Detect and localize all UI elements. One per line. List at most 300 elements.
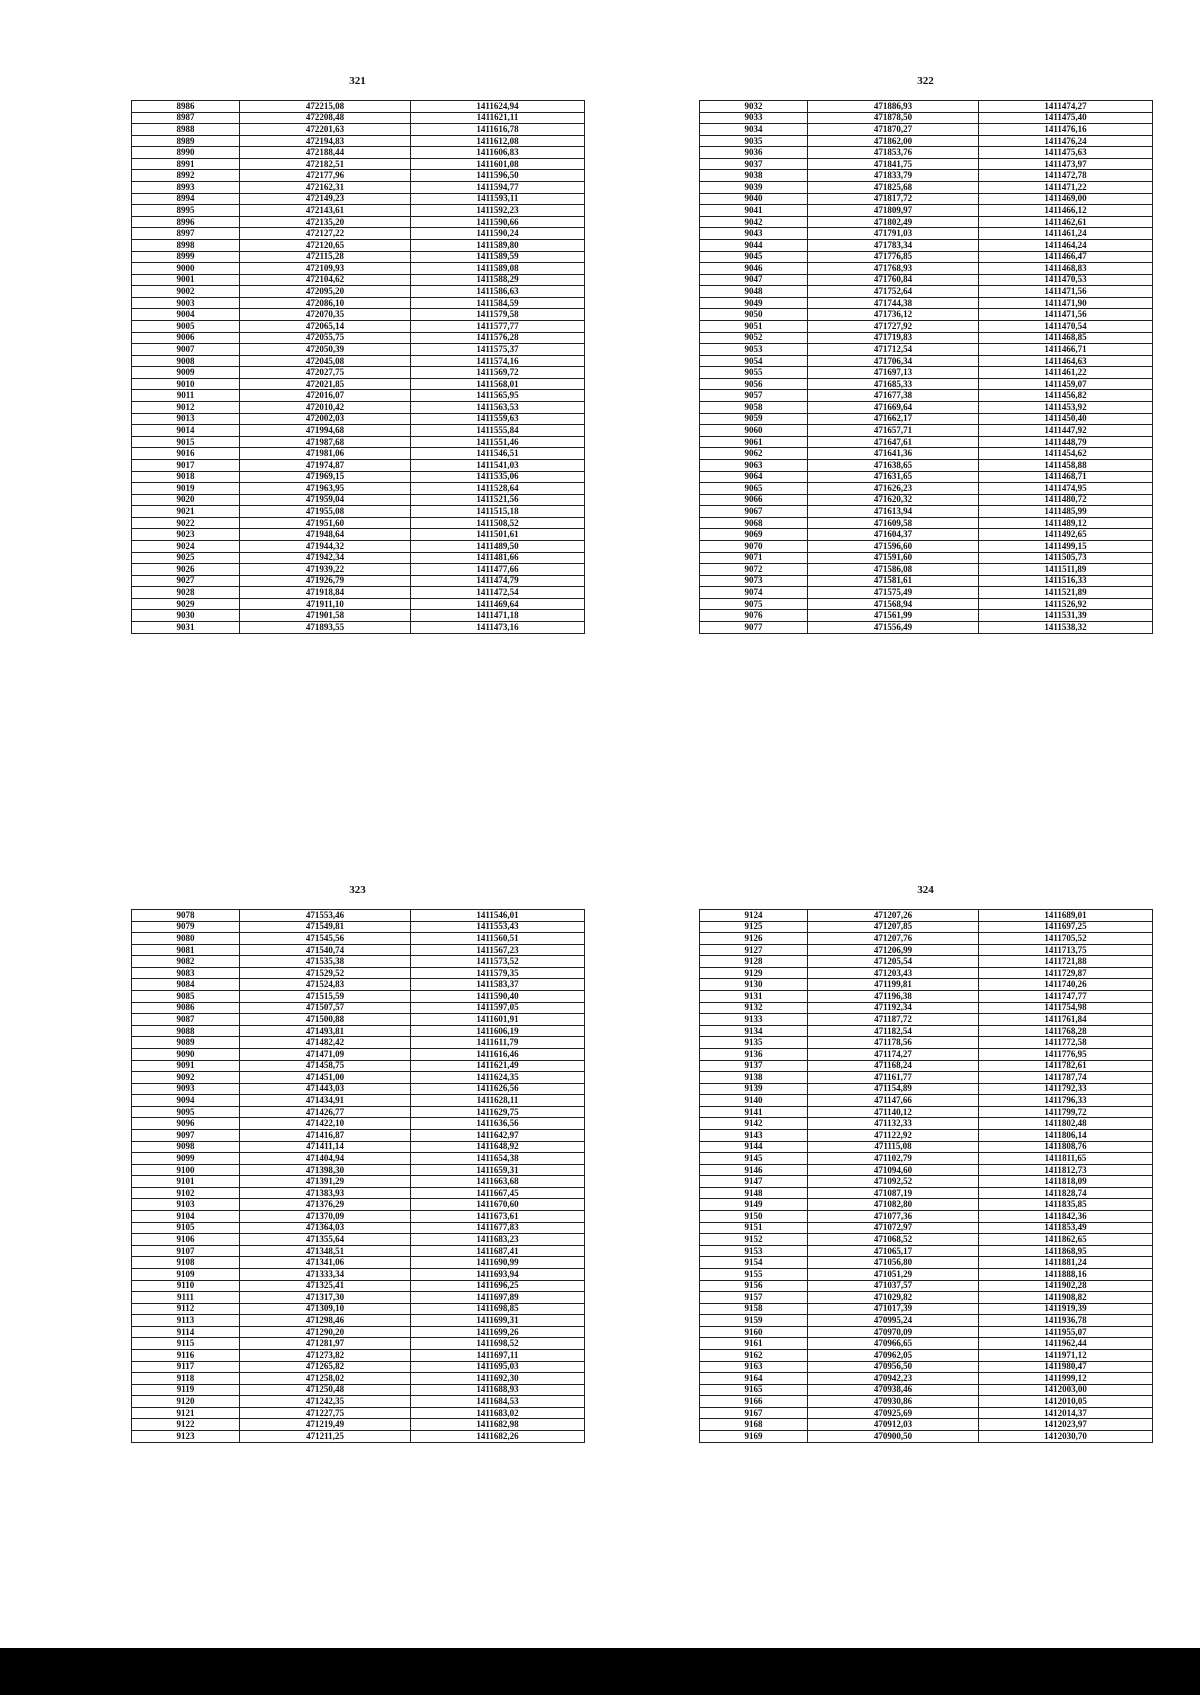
y-coordinate: 1411553,43 (411, 921, 585, 933)
x-coordinate: 471206,99 (808, 944, 979, 956)
point-number: 9164 (700, 1373, 808, 1385)
point-number: 9160 (700, 1326, 808, 1338)
point-number: 9142 (700, 1118, 808, 1130)
point-number: 9008 (132, 355, 240, 367)
x-coordinate: 471398,30 (240, 1164, 411, 1176)
point-number: 9159 (700, 1315, 808, 1327)
x-coordinate: 471783,34 (808, 239, 979, 251)
point-number: 9140 (700, 1095, 808, 1107)
y-coordinate: 1411476,16 (979, 124, 1153, 136)
table-row (132, 332, 585, 344)
x-coordinate: 471290,20 (240, 1326, 411, 1338)
point-number: 9111 (132, 1292, 240, 1304)
point-number: 9066 (700, 494, 808, 506)
y-coordinate: 1411835,85 (979, 1199, 1153, 1211)
y-coordinate: 1411464,24 (979, 239, 1153, 251)
x-coordinate: 471072,97 (808, 1222, 979, 1234)
table-row (700, 529, 1153, 541)
table-row (700, 483, 1153, 495)
y-coordinate: 1411768,28 (979, 1025, 1153, 1037)
y-coordinate: 1411453,92 (979, 402, 1153, 414)
x-coordinate: 471918,84 (240, 587, 411, 599)
y-coordinate: 1411511,89 (979, 564, 1153, 576)
table-row (700, 1326, 1153, 1338)
table-row (700, 587, 1153, 599)
point-number: 9058 (700, 402, 808, 414)
x-coordinate: 471878,50 (808, 112, 979, 124)
x-coordinate: 471082,80 (808, 1199, 979, 1211)
table-row (132, 552, 585, 564)
y-coordinate: 1412003,00 (979, 1384, 1153, 1396)
y-coordinate: 1411560,51 (411, 933, 585, 945)
y-coordinate: 1411583,37 (411, 979, 585, 991)
y-coordinate: 1411462,61 (979, 216, 1153, 228)
table-row (700, 320, 1153, 332)
y-coordinate: 1411621,11 (411, 112, 585, 124)
table-row (700, 1407, 1153, 1419)
y-coordinate: 1411473,97 (979, 158, 1153, 170)
point-number: 9001 (132, 274, 240, 286)
table-row (700, 1118, 1153, 1130)
point-number: 9127 (700, 944, 808, 956)
table-row (700, 598, 1153, 610)
x-coordinate: 471087,19 (808, 1187, 979, 1199)
y-coordinate: 1411461,24 (979, 228, 1153, 240)
x-coordinate: 471325,41 (240, 1280, 411, 1292)
x-coordinate: 471802,49 (808, 216, 979, 228)
y-coordinate: 1411597,05 (411, 1002, 585, 1014)
table-row (132, 286, 585, 298)
table-row (700, 135, 1153, 147)
y-coordinate: 1411692,30 (411, 1373, 585, 1385)
y-coordinate: 1411688,93 (411, 1384, 585, 1396)
y-coordinate: 1411667,45 (411, 1187, 585, 1199)
y-coordinate: 1411888,16 (979, 1268, 1153, 1280)
x-coordinate: 471641,36 (808, 448, 979, 460)
table-row (132, 933, 585, 945)
y-coordinate: 1411579,58 (411, 309, 585, 321)
table-row (132, 124, 585, 136)
x-coordinate: 471140,12 (808, 1106, 979, 1118)
y-coordinate: 1411531,39 (979, 610, 1153, 622)
table-row (132, 910, 585, 922)
table-row (132, 1014, 585, 1026)
table-row (132, 135, 585, 147)
y-coordinate: 1411458,88 (979, 459, 1153, 471)
x-coordinate: 471068,52 (808, 1234, 979, 1246)
y-coordinate: 1411842,36 (979, 1211, 1153, 1223)
table-row (700, 1292, 1153, 1304)
y-coordinate: 1411881,24 (979, 1257, 1153, 1269)
x-coordinate: 471994,68 (240, 425, 411, 437)
x-coordinate: 471809,97 (808, 205, 979, 217)
point-number: 9041 (700, 205, 808, 217)
point-number: 9083 (132, 967, 240, 979)
table-row (132, 564, 585, 576)
point-number: 9038 (700, 170, 808, 182)
y-coordinate: 1411516,33 (979, 575, 1153, 587)
y-coordinate: 1411472,54 (411, 587, 585, 599)
point-number: 9161 (700, 1338, 808, 1350)
table-row (700, 182, 1153, 194)
y-coordinate: 1411624,94 (411, 101, 585, 113)
point-number: 9003 (132, 297, 240, 309)
table-row (132, 1292, 585, 1304)
point-number: 9158 (700, 1303, 808, 1315)
point-number: 9047 (700, 274, 808, 286)
y-coordinate: 1411616,46 (411, 1048, 585, 1060)
y-coordinate: 1411471,90 (979, 297, 1153, 309)
y-coordinate: 1411802,48 (979, 1118, 1153, 1130)
table-row (700, 1268, 1153, 1280)
x-coordinate: 472127,22 (240, 228, 411, 240)
point-number: 9002 (132, 286, 240, 298)
table-row (132, 228, 585, 240)
y-coordinate: 1411471,22 (979, 182, 1153, 194)
x-coordinate: 472065,14 (240, 320, 411, 332)
y-coordinate: 1411454,62 (979, 448, 1153, 460)
y-coordinate: 1411559,63 (411, 413, 585, 425)
point-number: 9122 (132, 1419, 240, 1431)
y-coordinate: 1411697,89 (411, 1292, 585, 1304)
x-coordinate: 470938,46 (808, 1384, 979, 1396)
point-number: 9069 (700, 529, 808, 541)
point-number: 9035 (700, 135, 808, 147)
x-coordinate: 470900,50 (808, 1431, 979, 1443)
table-row (132, 216, 585, 228)
y-coordinate: 1411593,11 (411, 193, 585, 205)
x-coordinate: 471391,29 (240, 1176, 411, 1188)
x-coordinate: 471265,82 (240, 1361, 411, 1373)
point-number: 9051 (700, 320, 808, 332)
x-coordinate: 472070,35 (240, 309, 411, 321)
y-coordinate: 1411695,03 (411, 1361, 585, 1373)
x-coordinate: 471553,46 (240, 910, 411, 922)
point-number: 9090 (132, 1048, 240, 1060)
y-coordinate: 1411592,23 (411, 205, 585, 217)
x-coordinate: 471776,85 (808, 251, 979, 263)
x-coordinate: 471029,82 (808, 1292, 979, 1304)
x-coordinate: 471662,17 (808, 413, 979, 425)
point-number: 9141 (700, 1106, 808, 1118)
point-number: 9033 (700, 112, 808, 124)
point-number: 9085 (132, 991, 240, 1003)
point-number: 9139 (700, 1083, 808, 1095)
table-row (700, 1176, 1153, 1188)
x-coordinate: 471604,37 (808, 529, 979, 541)
x-coordinate: 471586,08 (808, 564, 979, 576)
y-coordinate: 1411471,18 (411, 610, 585, 622)
y-coordinate: 1411693,94 (411, 1268, 585, 1280)
point-number: 9098 (132, 1141, 240, 1153)
x-coordinate: 471853,76 (808, 147, 979, 159)
x-coordinate: 471370,09 (240, 1211, 411, 1223)
point-number: 9094 (132, 1095, 240, 1107)
y-coordinate: 1411474,95 (979, 483, 1153, 495)
table-row (700, 1199, 1153, 1211)
point-number: 9154 (700, 1257, 808, 1269)
y-coordinate: 1411729,87 (979, 967, 1153, 979)
point-number: 9010 (132, 378, 240, 390)
point-number: 8986 (132, 101, 240, 113)
y-coordinate: 1411526,92 (979, 598, 1153, 610)
point-number: 9130 (700, 979, 808, 991)
point-number: 9151 (700, 1222, 808, 1234)
x-coordinate: 471626,23 (808, 483, 979, 495)
table-row (700, 622, 1153, 634)
point-number: 9102 (132, 1187, 240, 1199)
y-coordinate: 1411796,33 (979, 1095, 1153, 1107)
x-coordinate: 472188,44 (240, 147, 411, 159)
x-coordinate: 471901,58 (240, 610, 411, 622)
y-coordinate: 1411642,97 (411, 1129, 585, 1141)
table-row (132, 1187, 585, 1199)
x-coordinate: 471515,59 (240, 991, 411, 1003)
x-coordinate: 471647,61 (808, 436, 979, 448)
point-number: 9117 (132, 1361, 240, 1373)
x-coordinate: 471205,54 (808, 956, 979, 968)
table-row (132, 483, 585, 495)
point-number: 9136 (700, 1048, 808, 1060)
point-number: 9036 (700, 147, 808, 159)
y-coordinate: 1411683,23 (411, 1234, 585, 1246)
table-row (700, 344, 1153, 356)
x-coordinate: 471250,48 (240, 1384, 411, 1396)
table-row (132, 1037, 585, 1049)
y-coordinate: 1411772,58 (979, 1037, 1153, 1049)
y-coordinate: 1411687,41 (411, 1245, 585, 1257)
table-row (132, 1303, 585, 1315)
y-coordinate: 1411546,51 (411, 448, 585, 460)
x-coordinate: 471037,57 (808, 1280, 979, 1292)
table-row (132, 297, 585, 309)
y-coordinate: 1411481,66 (411, 552, 585, 564)
y-coordinate: 1411696,25 (411, 1280, 585, 1292)
x-coordinate: 472002,03 (240, 413, 411, 425)
y-coordinate: 1411654,38 (411, 1153, 585, 1165)
table-row (132, 320, 585, 332)
point-number: 9075 (700, 598, 808, 610)
y-coordinate: 1411754,98 (979, 1002, 1153, 1014)
x-coordinate: 471207,26 (808, 910, 979, 922)
x-coordinate: 472086,10 (240, 297, 411, 309)
x-coordinate: 472115,28 (240, 251, 411, 263)
y-coordinate: 1411799,72 (979, 1106, 1153, 1118)
x-coordinate: 471458,75 (240, 1060, 411, 1072)
point-number: 9065 (700, 483, 808, 495)
point-number: 8991 (132, 158, 240, 170)
y-coordinate: 1411621,49 (411, 1060, 585, 1072)
point-number: 9014 (132, 425, 240, 437)
x-coordinate: 471556,49 (808, 622, 979, 634)
x-coordinate: 472050,39 (240, 344, 411, 356)
table-row (700, 170, 1153, 182)
table-row (132, 1176, 585, 1188)
table-row (700, 239, 1153, 251)
table-row (700, 1002, 1153, 1014)
table-row (132, 1199, 585, 1211)
point-number: 9011 (132, 390, 240, 402)
y-coordinate: 1411546,01 (411, 910, 585, 922)
page-number: 324 (917, 884, 934, 896)
table-row (700, 228, 1153, 240)
point-number: 9152 (700, 1234, 808, 1246)
table-row (700, 944, 1153, 956)
y-coordinate: 1411521,56 (411, 494, 585, 506)
x-coordinate: 471147,66 (808, 1095, 979, 1107)
point-number: 9061 (700, 436, 808, 448)
point-number: 9091 (132, 1060, 240, 1072)
x-coordinate: 471697,13 (808, 367, 979, 379)
table-row (132, 1268, 585, 1280)
table-row (132, 1048, 585, 1060)
x-coordinate: 471482,42 (240, 1037, 411, 1049)
table-row (700, 413, 1153, 425)
y-coordinate: 1412030,70 (979, 1431, 1153, 1443)
point-number: 9133 (700, 1014, 808, 1026)
table-row (132, 1361, 585, 1373)
x-coordinate: 471192,34 (808, 1002, 979, 1014)
table-row (132, 1025, 585, 1037)
x-coordinate: 470995,24 (808, 1315, 979, 1327)
x-coordinate: 471383,93 (240, 1187, 411, 1199)
point-number: 8990 (132, 147, 240, 159)
x-coordinate: 471174,27 (808, 1048, 979, 1060)
point-number: 9016 (132, 448, 240, 460)
point-number: 9017 (132, 459, 240, 471)
y-coordinate: 1411588,29 (411, 274, 585, 286)
point-number: 9037 (700, 158, 808, 170)
x-coordinate: 471077,36 (808, 1211, 979, 1223)
x-coordinate: 471613,94 (808, 506, 979, 518)
table-row (132, 459, 585, 471)
x-coordinate: 471211,25 (240, 1431, 411, 1443)
y-coordinate: 1411575,37 (411, 344, 585, 356)
y-coordinate: 1411590,40 (411, 991, 585, 1003)
table-row (700, 251, 1153, 263)
x-coordinate: 471540,74 (240, 944, 411, 956)
table-row (132, 1060, 585, 1072)
point-number: 9095 (132, 1106, 240, 1118)
y-coordinate: 1411474,79 (411, 575, 585, 587)
y-coordinate: 1411636,56 (411, 1118, 585, 1130)
table-row (132, 263, 585, 275)
y-coordinate: 1411551,46 (411, 436, 585, 448)
point-number: 9000 (132, 263, 240, 275)
x-coordinate: 472135,20 (240, 216, 411, 228)
y-coordinate: 1411936,78 (979, 1315, 1153, 1327)
table-row (700, 332, 1153, 344)
x-coordinate: 472143,61 (240, 205, 411, 217)
table-row (132, 1234, 585, 1246)
x-coordinate: 471182,54 (808, 1025, 979, 1037)
point-number: 9055 (700, 367, 808, 379)
table-row (132, 1384, 585, 1396)
y-coordinate: 1411475,63 (979, 147, 1153, 159)
point-number: 9104 (132, 1211, 240, 1223)
point-number: 9057 (700, 390, 808, 402)
x-coordinate: 471132,33 (808, 1118, 979, 1130)
point-number: 9167 (700, 1407, 808, 1419)
y-coordinate: 1411505,73 (979, 552, 1153, 564)
y-coordinate: 1411528,64 (411, 483, 585, 495)
x-coordinate: 471657,71 (808, 425, 979, 437)
x-coordinate: 471685,33 (808, 378, 979, 390)
table-row (132, 1419, 585, 1431)
point-number: 8997 (132, 228, 240, 240)
x-coordinate: 471411,14 (240, 1141, 411, 1153)
point-number: 9128 (700, 956, 808, 968)
y-coordinate: 1411648,92 (411, 1141, 585, 1153)
point-number: 9135 (700, 1037, 808, 1049)
table-row (700, 517, 1153, 529)
y-coordinate: 1411868,95 (979, 1245, 1153, 1257)
x-coordinate: 471102,79 (808, 1153, 979, 1165)
x-coordinate: 471596,60 (808, 540, 979, 552)
x-coordinate: 470942,23 (808, 1373, 979, 1385)
y-coordinate: 1411698,52 (411, 1338, 585, 1350)
point-number: 9101 (132, 1176, 240, 1188)
x-coordinate: 471969,15 (240, 471, 411, 483)
x-coordinate: 471736,12 (808, 309, 979, 321)
point-number: 9125 (700, 921, 808, 933)
x-coordinate: 471529,52 (240, 967, 411, 979)
y-coordinate: 1411787,74 (979, 1072, 1153, 1084)
coordinate-table (699, 909, 1153, 1443)
y-coordinate: 1411586,63 (411, 286, 585, 298)
y-coordinate: 1411472,78 (979, 170, 1153, 182)
x-coordinate: 471416,87 (240, 1129, 411, 1141)
point-number: 9153 (700, 1245, 808, 1257)
table-row (700, 390, 1153, 402)
point-number: 9108 (132, 1257, 240, 1269)
x-coordinate: 472027,75 (240, 367, 411, 379)
y-coordinate: 1411535,06 (411, 471, 585, 483)
x-coordinate: 471727,92 (808, 320, 979, 332)
table-row (132, 1118, 585, 1130)
y-coordinate: 1411459,07 (979, 378, 1153, 390)
x-coordinate: 471187,72 (808, 1014, 979, 1026)
x-coordinate: 471886,93 (808, 101, 979, 113)
table-row (132, 378, 585, 390)
x-coordinate: 471549,81 (240, 921, 411, 933)
x-coordinate: 471242,35 (240, 1396, 411, 1408)
y-coordinate: 1411908,82 (979, 1292, 1153, 1304)
table-row (132, 991, 585, 1003)
y-coordinate: 1411477,66 (411, 564, 585, 576)
y-coordinate: 1411474,27 (979, 101, 1153, 113)
y-coordinate: 1411471,56 (979, 286, 1153, 298)
point-number: 9123 (132, 1431, 240, 1443)
y-coordinate: 1411471,56 (979, 309, 1153, 321)
x-coordinate: 471987,68 (240, 436, 411, 448)
y-coordinate: 1411489,12 (979, 517, 1153, 529)
point-number: 9004 (132, 309, 240, 321)
table-row (132, 413, 585, 425)
point-number: 9045 (700, 251, 808, 263)
table-row (132, 1211, 585, 1223)
table-row (700, 1349, 1153, 1361)
y-coordinate: 1411485,99 (979, 506, 1153, 518)
x-coordinate: 471791,03 (808, 228, 979, 240)
x-coordinate: 471094,60 (808, 1164, 979, 1176)
point-number: 9163 (700, 1361, 808, 1373)
y-coordinate: 1411499,15 (979, 540, 1153, 552)
x-coordinate: 471219,49 (240, 1419, 411, 1431)
x-coordinate: 472095,20 (240, 286, 411, 298)
y-coordinate: 1411673,61 (411, 1211, 585, 1223)
point-number: 9112 (132, 1303, 240, 1315)
